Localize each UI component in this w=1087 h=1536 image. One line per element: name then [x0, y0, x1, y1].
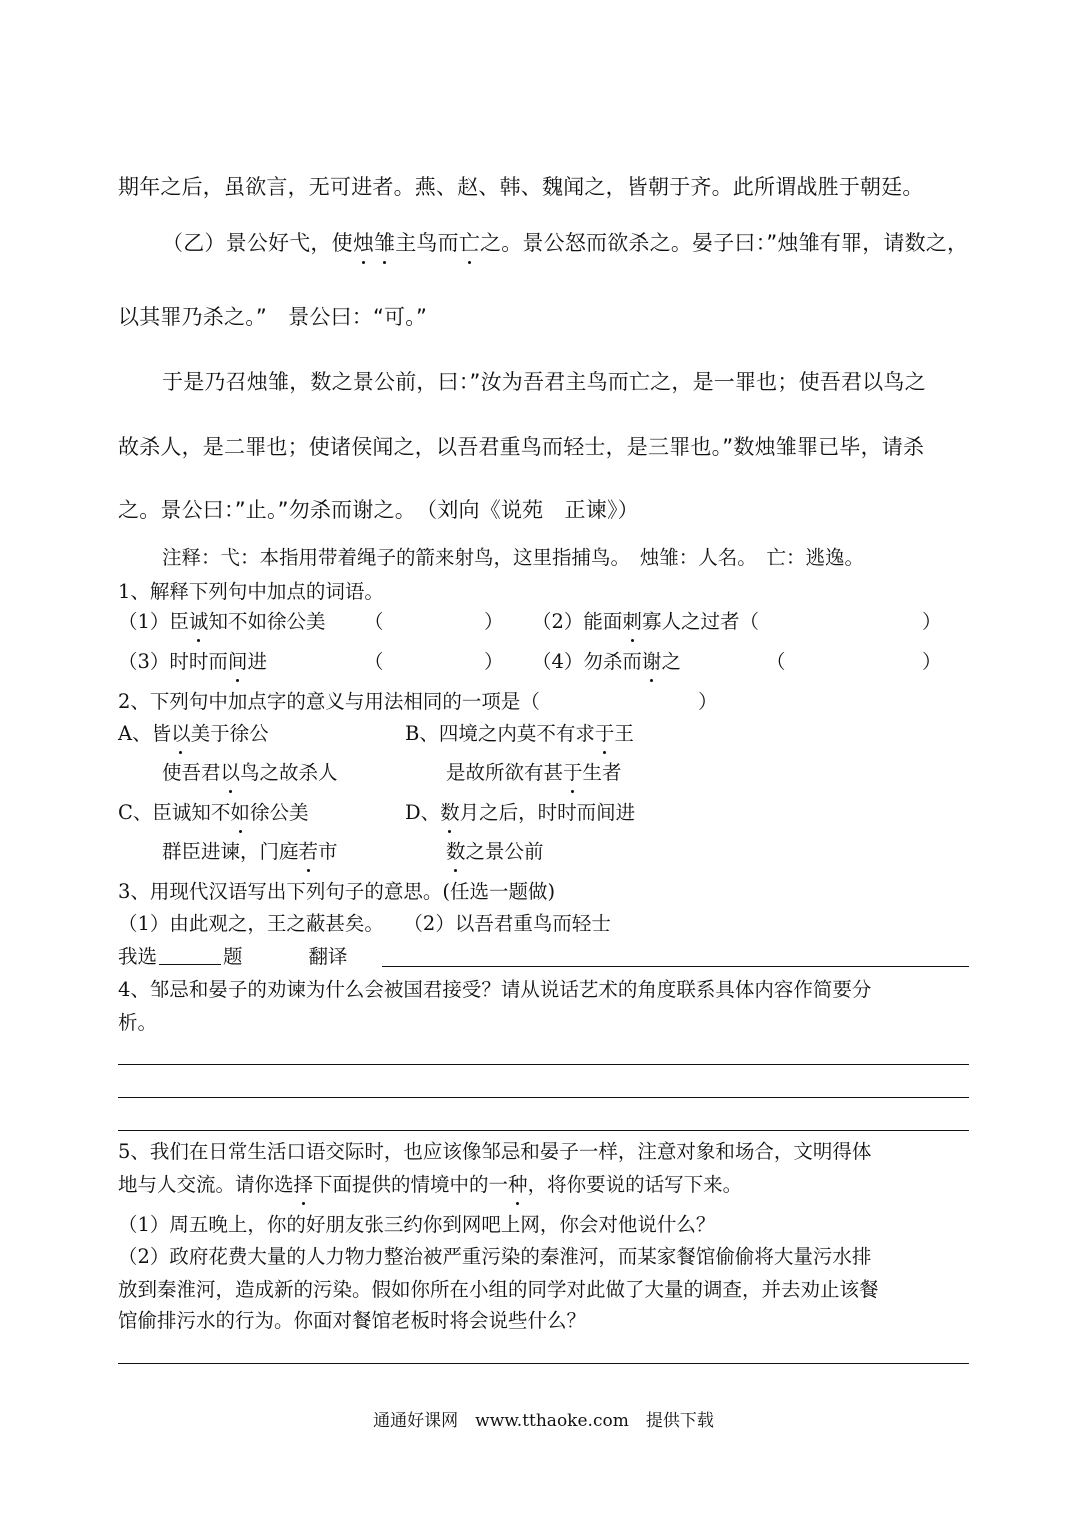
passage-line: 故杀人，是二罪也；使诸侯闻之，以吾君重鸟而轻士，是三罪也。”数烛雏罪已毕，请杀	[118, 435, 925, 459]
q2-answer-blank-close: ）	[698, 690, 718, 713]
dotted-char: 如	[230, 799, 250, 827]
q2-option-a-line-2: 使吾君以鸟之故杀人	[162, 759, 338, 787]
question-2-title: 2、下列句中加点字的意义与用法相同的一项是（	[118, 690, 540, 713]
q3-options: （1）由此观之，王之蔽甚矣。 （2）以吾君重鸟而轻士	[118, 912, 611, 935]
q1-item-3: （3）时时而间进	[118, 648, 267, 676]
q1-answer-blank-3[interactable]: （	[364, 650, 384, 673]
answer-line[interactable]	[118, 1064, 969, 1065]
scenario-1: （1）周五晚上，你的好朋友张三约你到网吧上网，你会对他说什么？	[118, 1213, 716, 1236]
q1-item-4: （4）勿杀而谢之	[532, 648, 681, 676]
question-4-line-2: 析。	[118, 1011, 158, 1034]
q2-option-b-line-1: B、四境之内莫不有求于王	[405, 720, 634, 748]
q2-option-d-line-1: D、数月之后，时时而间进	[405, 799, 635, 827]
dotted-char: 雏	[374, 228, 395, 258]
q2-option-a-line-1: A、皆以美于徐公	[118, 720, 269, 748]
dotted-char: 烛	[353, 228, 374, 258]
dotted-char: 数	[440, 799, 460, 827]
dotted-char: 间	[228, 648, 248, 676]
passage-line: 期年之后，虽欲言，无可进者。燕、赵、韩、魏闻之，皆朝于齐。此所谓战胜于朝廷。	[118, 175, 924, 199]
dotted-char: 亡	[459, 228, 480, 258]
scenario-2-line-2: 放到秦淮河，造成新的污染。假如你所在小组的同学对此做了大量的调查，并去劝止该餐	[118, 1278, 879, 1301]
passage-line: 于是乃召烛雏，数之景公前，曰：”汝为吾君主鸟而亡之，是一罪也；使吾君以鸟之	[162, 370, 926, 394]
q2-option-d-line-2: 数之景公前	[446, 838, 544, 866]
q1-answer-blank-2-close: ）	[922, 610, 942, 633]
q2-option-b-line-2: 是故所欲有甚于生者	[446, 759, 622, 787]
question-5-line-1: 5、我们在日常生活口语交际时，也应该像邹忌和晏子一样，注意对象和场合，文明得体	[118, 1140, 872, 1163]
q3-choice-line: 我选 题 翻译	[118, 945, 348, 968]
dotted-char: 以	[171, 720, 191, 748]
answer-line[interactable]	[118, 1097, 969, 1098]
q1-item-1: （1）臣诚知不如徐公美	[118, 608, 325, 636]
q1-answer-blank-4[interactable]: （	[766, 650, 786, 673]
choice-blank[interactable]	[159, 944, 221, 965]
translation-answer-line[interactable]	[382, 966, 969, 967]
dotted-char: 数	[446, 838, 466, 866]
scenario-2-line-1: （2）政府花费大量的人力物力整治被严重污染的秦淮河，而某家餐馆偷偷将大量污水排	[118, 1245, 872, 1268]
dotted-char: 于	[563, 759, 583, 787]
question-3-title: 3、用现代汉语写出下列句子的意思。(任选一题做)	[118, 880, 556, 903]
dotted-char: 种	[508, 1171, 528, 1199]
dotted-char: 于	[595, 720, 615, 748]
question-5-line-2: 地与人交流。请你选择下面提供的情境中的一种，将你要说的话写下来。	[118, 1171, 742, 1199]
q2-option-c-line-2: 群臣进谏，门庭若市	[162, 838, 338, 866]
q1-answer-blank-4-close: ）	[922, 650, 942, 673]
dotted-char: 诚	[189, 608, 209, 636]
answer-line[interactable]	[118, 1130, 969, 1131]
footer-source: 通通好课网 www.tthaoke.com 提供下载	[373, 1411, 714, 1431]
dotted-char: 若	[299, 838, 319, 866]
dotted-char: 谢	[642, 648, 662, 676]
passage-line: 之。景公曰：”止。”勿杀而谢之。 （刘向《说苑 正谏》）	[118, 498, 639, 522]
q1-answer-blank-1-close: ）	[484, 610, 504, 633]
annotation-notes: 注释：弋：本指用带着绳子的箭来射鸟，这里指捕鸟。 烛雏：人名。 亡：逃逸。	[162, 546, 865, 569]
q1-answer-blank-3-close: ）	[484, 650, 504, 673]
dotted-char: 刺	[622, 608, 642, 636]
passage-line: （乙）景公好弋，使烛雏主鸟而亡之。景公怒而欲杀之。晏子曰：”烛雏有罪，请数之，	[162, 228, 1022, 258]
passage-line: 以其罪乃杀之。” 景公曰：“可。”	[118, 305, 428, 329]
dotted-char: 择	[294, 1171, 314, 1199]
scenario-2-line-3: 馆偷排污水的行为。你面对餐馆老板时将会说些什么？	[118, 1309, 587, 1332]
q1-answer-blank-1[interactable]: （	[364, 610, 384, 633]
dotted-char: 以	[221, 759, 241, 787]
q1-item-2: （2）能面刺寡人之过者（	[532, 608, 759, 636]
answer-line[interactable]	[118, 1363, 969, 1364]
question-1-title: 1、解释下列句中加点的词语。	[118, 580, 384, 603]
question-4-line-1: 4、邹忌和晏子的劝谏为什么会被国君接受？请从说话艺术的角度联系具体内容作简要分	[118, 978, 872, 1001]
q2-option-c-line-1: C、臣诚知不如徐公美	[118, 799, 308, 827]
